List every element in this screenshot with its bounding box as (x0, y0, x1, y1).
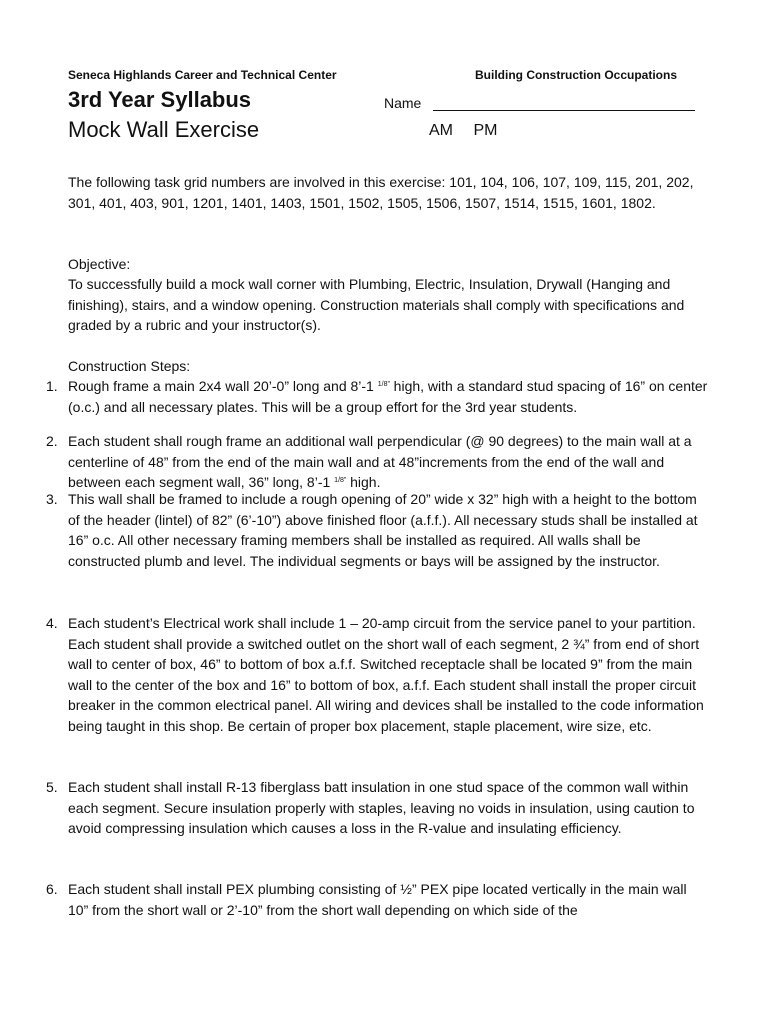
fraction-superscript: 1/8” (377, 381, 390, 388)
pm-option: PM (473, 122, 498, 139)
step-text: Each student shall rough frame an additional wall perpendicular (@ 90 degrees) to the main wall at a centerline of 48” from the end of the main wall and at 48”increments from the end of the wall and between each segment wall, 36” long, 8’-1 $^{1/8”}$ high. (68, 433, 692, 491)
step-1 (46, 376, 708, 417)
school-name: Seneca Highlands Career and Technical Center (68, 68, 337, 82)
step-text: Each student shall install R-13 fiberglass batt insulation in one stud space of the common wall within each segment. Secure insulation properly with staples, leaving no voids in insulation, using caution to avoid compressing insulation which causes a loss in the R-value and insulating efficiency. (68, 779, 695, 837)
session-options (429, 122, 513, 140)
program-name: Building Construction Occupations (475, 68, 677, 82)
step-text: Rough frame a main 2x4 wall 20’-0” long and 8’-1 $^{1/8”}$ high, with a standard stud spacing of 16” on center (o.c.) and all necessary plates. This will be a group effort for the 3rd year students. (68, 378, 708, 415)
step-number: 3. (46, 491, 58, 507)
name-field-row (384, 95, 695, 111)
step-number: 6. (46, 881, 58, 897)
step-text: Each student’s Electrical work shall include 1 – 20-amp circuit from the service panel to your partition. Each student shall provide a switched outlet on the short wall of each segment, 2 ¾” from end of short wall to center of box, 46” to bottom of box a.f.f. Switched receptacle shall be located 9” from the main wall to the center of the box and 16” to bottom of box, a.f.f. Each student shall install the proper circuit breaker in the common electrical panel. All wiring and devices shall be installed to the code information being taught in this shop. Be certain of proper box placement, staple placement, wire size, etc. (68, 615, 704, 734)
name-label: Name (384, 95, 422, 111)
objective-heading: Objective: (68, 256, 131, 272)
step-6 (46, 879, 708, 920)
am-option: AM (429, 122, 453, 139)
syllabus-title: 3rd Year Syllabus (68, 87, 252, 112)
step-number: 4. (46, 615, 58, 631)
step-3 (46, 489, 708, 571)
fraction-superscript: 1/8” (334, 477, 347, 485)
step-text: This wall shall be framed to include a rough opening of 20” wide x 32” high with a height to the bottom of the header (lintel) of 82” (6’-10”) above finished floor (a.f.f.). All necessary studs shall be installed at 16” o.c. All other necessary framing members shall be installed as required. All walls shall be constructed plumb and level. The individual segments or bays will be assigned by the instructor. (68, 491, 698, 569)
exercise-title: Mock Wall Exercise (68, 117, 260, 142)
intro-paragraph: The following task grid numbers are involved in this exercise: 101, 104, 106, 107, 109, 115, 201, 202, 301, 401, 403, 901, 1201, 1401, 1403, 1501, 1502, 1505, 1506, 1507, 1514, 1515, 1601, 1802. (68, 174, 694, 211)
objective-text: To successfully build a mock wall corner with Plumbing, Electric, Insulation, Drywall (Hanging and finishing), stairs, and a window opening. Construction materials shall comply with specifications and graded by a rubric and your instructor(s). (68, 276, 685, 334)
name-blank-line (433, 96, 695, 111)
step-4 (46, 613, 708, 737)
steps-heading: Construction Steps: (68, 358, 191, 374)
step-text: Each student shall install PEX plumbing consisting of ½” PEX pipe located vertically in the main wall 10” from the short wall or 2’-10” from the short wall depending on which side of the (68, 881, 687, 918)
step-number: 5. (46, 779, 58, 795)
step-number: 2. (46, 433, 58, 449)
step-2 (46, 431, 708, 493)
step-5 (46, 777, 708, 839)
step-number: 1. (46, 378, 58, 394)
